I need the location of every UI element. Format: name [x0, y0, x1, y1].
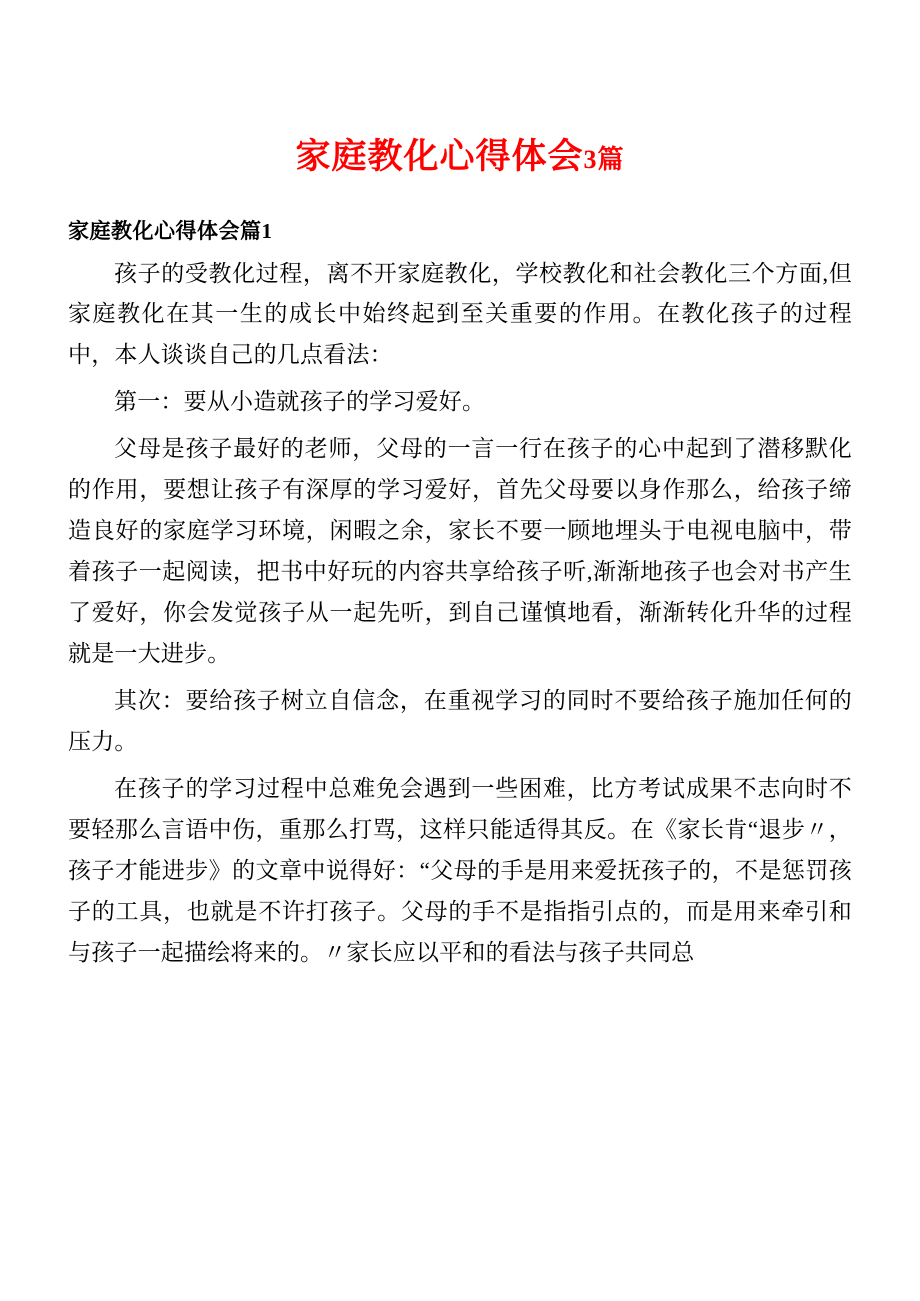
page-title-suffix: 3篇 — [583, 145, 625, 174]
body-paragraph-1: 孩子的受教化过程，离不开家庭教化，学校教化和社会教化三个方面,但家庭教化在其一生的成长中始终起到至关重要的作用。在教化孩子的过程中，本人谈谈自己的几点看法： — [68, 260, 852, 368]
page-title — [68, 0, 852, 178]
section-heading: 家庭教化心得体会篇1 — [68, 219, 273, 243]
body-paragraph-3: 父母是孩子最好的老师，父母的一言一行在孩子的心中起到了潜移默化的作用，要想让孩子有深厚的学习爱好，首先父母要以身作那么，给孩子缔造良好的家庭学习环境，闲暇之余，家长不要一顾地埋头于电视电脑中，带着孩子一起阅读，把书中好玩的内容共享给孩子听,渐渐地孩子也会对书产生了爱好，你会发觉孩子从一起先听，到自己谨慎地看，渐渐转化升华的过程就是一大进步。 — [68, 436, 852, 666]
body-paragraph-2: 第一：要从小造就孩子的学习爱好。 — [114, 389, 486, 415]
page-title-main: 家庭教化心得体会 — [295, 137, 584, 176]
body-paragraph-4: 其次：要给孩子树立自信念，在重视学习的同时不要给孩子施加任何的压力。 — [68, 687, 852, 754]
body-paragraph-5: 在孩子的学习过程中总难免会遇到一些困难，比方考试成果不志向时不要轻那么言语中伤，重那么打骂，这样只能适得其反。在《家长肯“退步〃，孩子才能进步》的文章中说得好：“父母的手是用来爱抚孩子的，不是惩罚孩子的工具，也就是不许打孩子。父母的手不是指指引点的，而是用来牵引和与孩子一起描绘将来的。〃家长应以平和的看法与孩子共同总 — [68, 775, 852, 965]
